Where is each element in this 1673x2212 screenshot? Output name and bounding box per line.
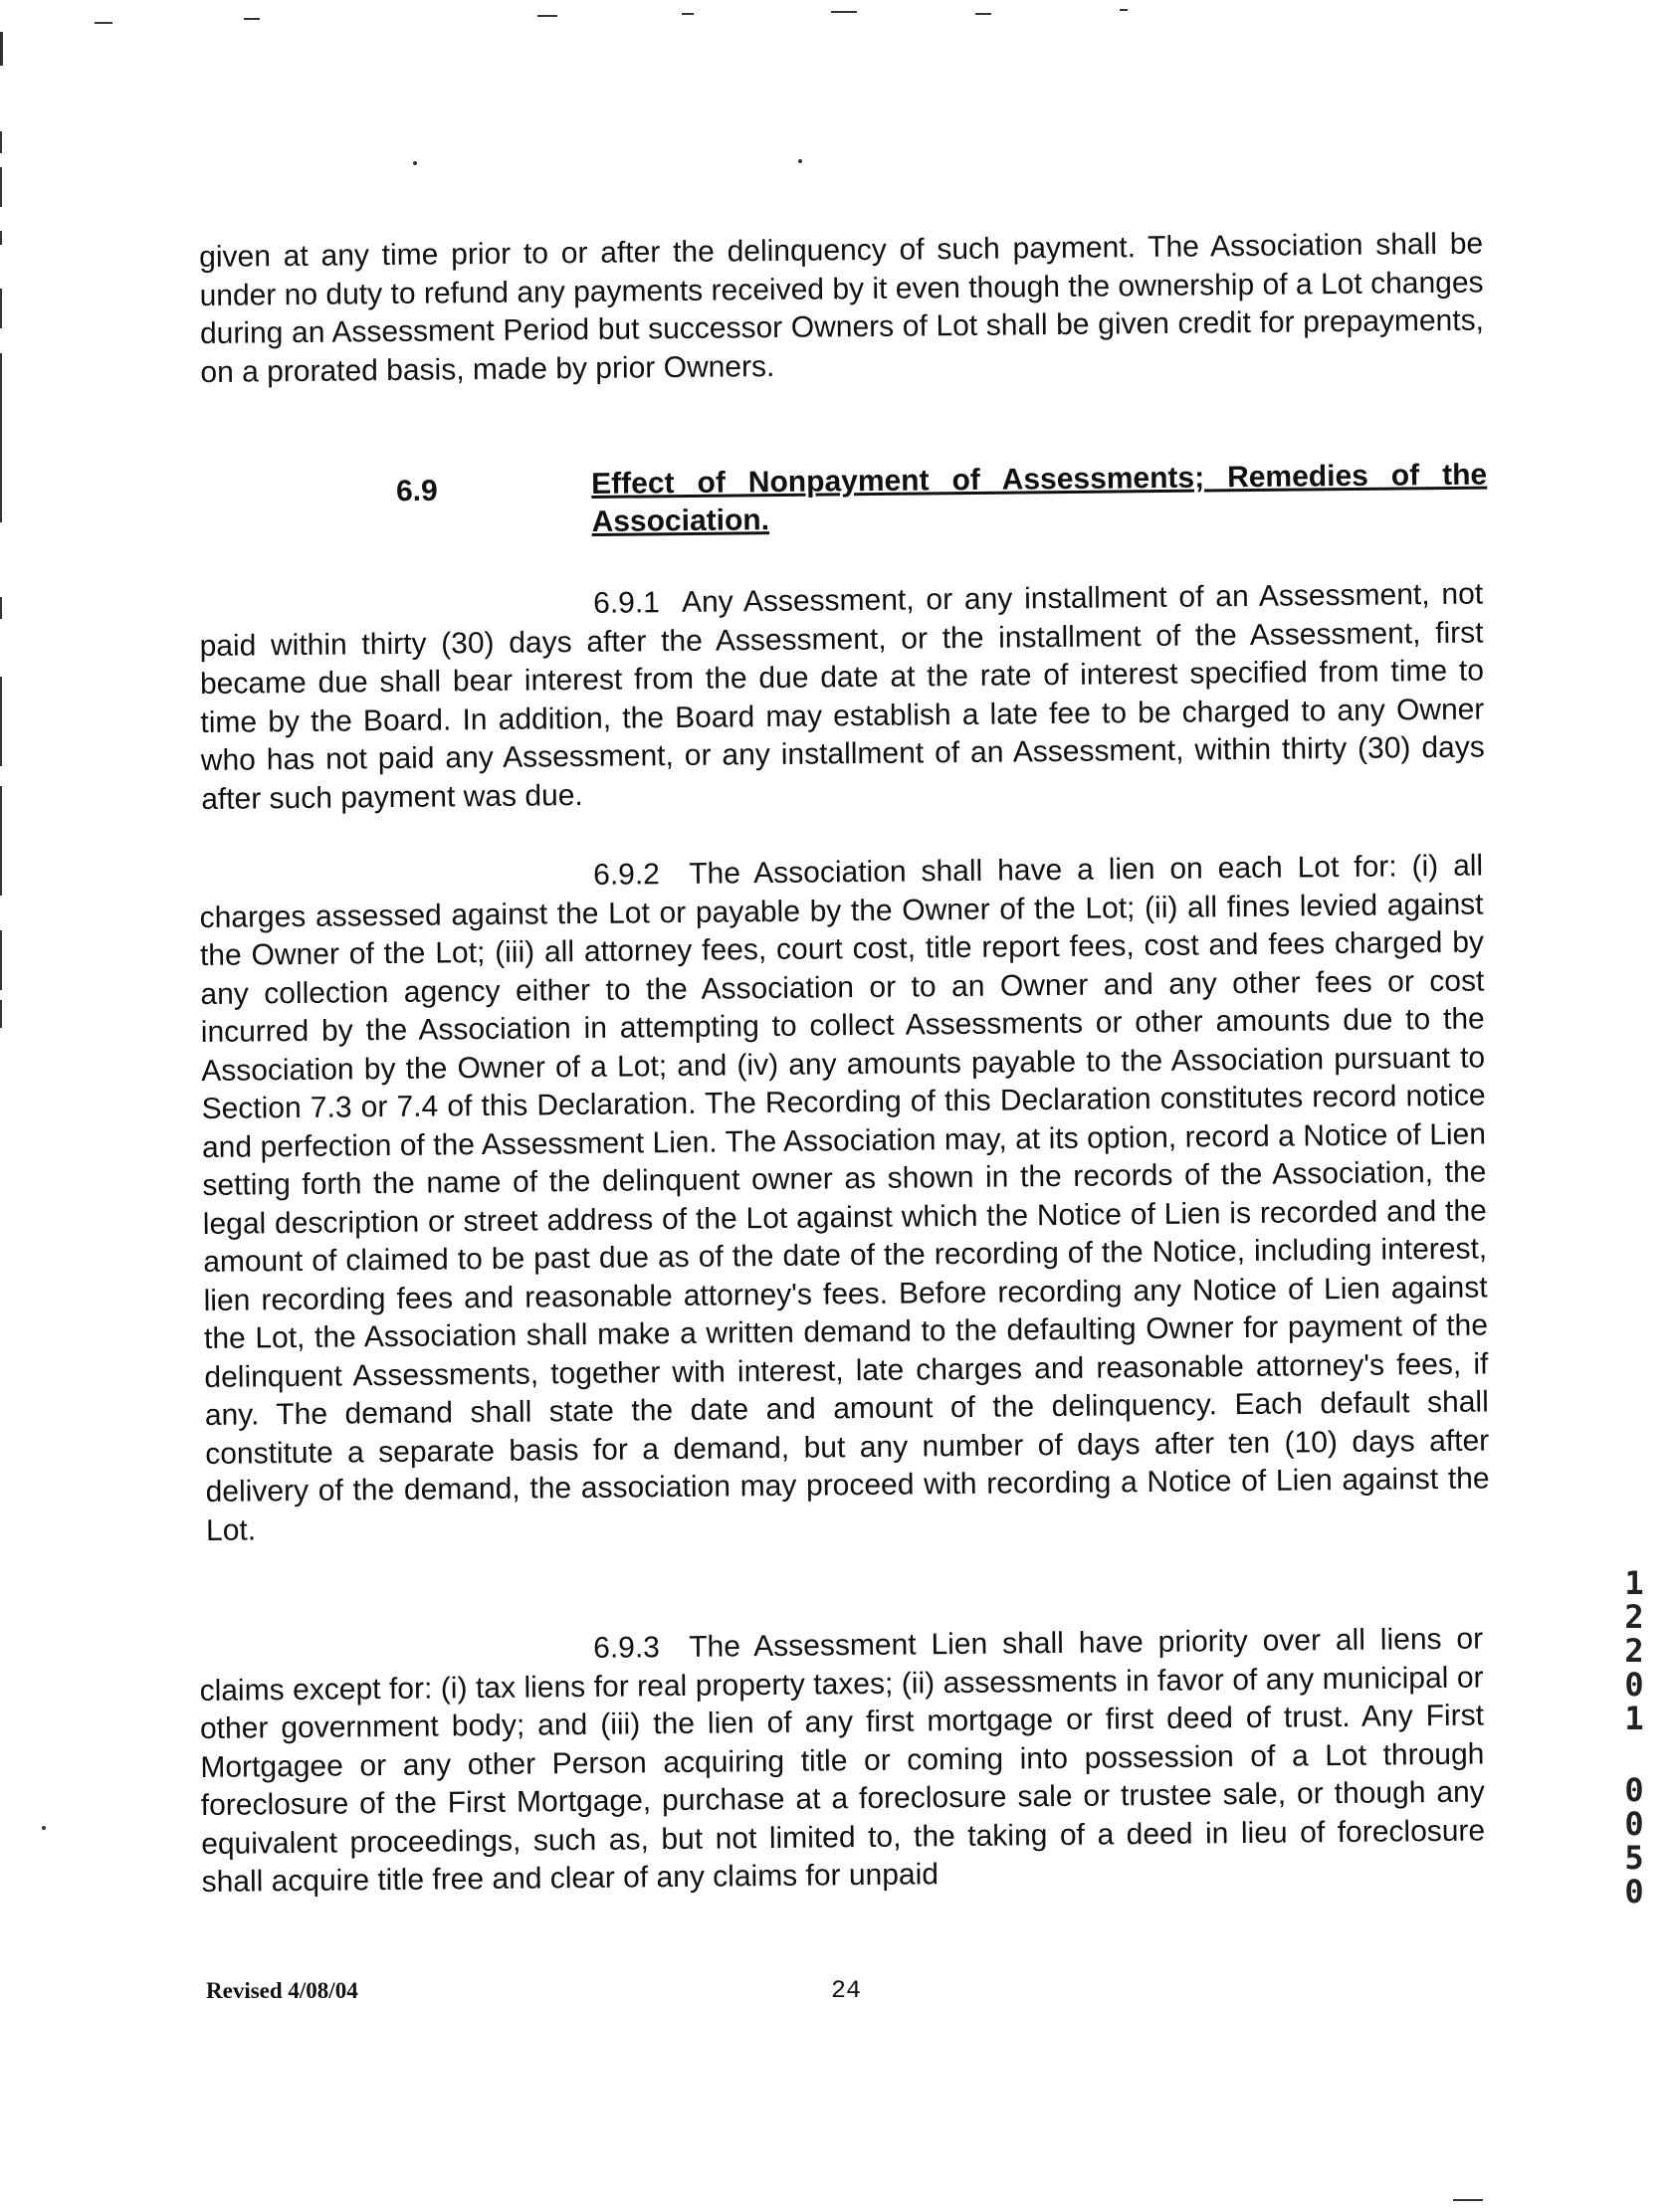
stamp-digit: 2 [1624, 1598, 1644, 1636]
scan-mark [1453, 2199, 1483, 2201]
scan-mark [0, 930, 2, 990]
scan-mark [0, 231, 2, 245]
paragraph-text: The Assessment Lien shall have priority over all liens or claims except for: (i) tax liens for real property taxes; (ii) assessments in favor of any municipal or other government body; and (iii) the lien of any first mortgage or first deed of trust. Any First Mortgagee or any other Person acquiring title or coming into possession of a Lot through foreclosure of the First Mortgage, purchase at a foreclosure sale or trustee sale, or though any equivalent proceedings, such as, but not limited to, the taking of a deed in lieu of foreclosure shall acquire title free and clear of any claims for unpaid [199, 1622, 1486, 1899]
paragraph-6-9-3 [199, 1620, 1486, 1902]
scan-mark [975, 13, 991, 15]
scan-mark [682, 13, 694, 15]
stamp-digit: 0 [1624, 1771, 1644, 1809]
stamp-digit: 1 [1624, 1700, 1644, 1737]
paragraph-6-9-1 [199, 575, 1485, 818]
scan-mark [0, 677, 2, 766]
scan-mark [0, 353, 2, 522]
scan-mark [798, 159, 802, 163]
stamp-digit: 1 [1624, 1564, 1644, 1602]
paragraph-label: 6.9.1 [592, 586, 661, 620]
scan-mark [42, 1826, 46, 1830]
paragraph-label: 6.9.2 [592, 858, 661, 892]
paragraph-text: Any Assessment, or any installment of an Assessment, not paid within thirty (30) days after the Assessment, or the installment of the Assessment, first became due shall bear interest from the due date at the rate of interest specified from time to time by the Board. In addition, the Board may establish a late fee to be charged to any Owner who has not paid any Assessment, or any installment of an Assessment, within thirty (30) days after such payment was due. [199, 577, 1485, 816]
stamp-digit: 5 [1624, 1839, 1644, 1877]
paragraph-6-9-2 [199, 847, 1490, 1549]
scan-mark [0, 1000, 2, 1028]
scan-mark [413, 161, 417, 165]
paragraph-text: The Association shall have a lien on each Lot for: (i) all charges assessed against the Lot or payable by the Owner of the Lot; (ii) all fines levied against the Owner of the Lot; (iii) all attorney fees, court cost, title report fees, cost and fees charged by any collection agency either to the Association or to an Owner and any other fees or cost incurred by the Association in attempting to collect Assessments or other amounts due to the Association by the Owner of a Lot; and (iv) any amounts payable to the Association pursuant to Section 7.3 or 7.4 of this Declaration. The Recording of this Declaration constitutes record notice and perfection of the Assessment Lien. The Association may, at its option, record a Notice of Lien setting forth the name of the delinquent owner as shown in the records of the Association, the legal description or street address of the Lot against which the Notice of Lien is recorded and the amount of claimed to be past due as of the date of the recording of the Notice, including interest, lien recording fees and reasonable attorney's fees. Before recording any Notice of Lien against the Lot, the Association shall make a written demand to the defaulting Owner for payment of the delinquent Assessments, together with interest, late charges and reasonable attorney's fees, if any. The demand shall state the date and amount of the delinquency. Each default shall constitute a separate basis for a demand, but any number of days after ten (10) days after delivery of the demand, the association may proceed with recording a Notice of Lien against the Lot. [199, 849, 1490, 1547]
stamp-digit: 0 [1624, 1873, 1644, 1910]
stamp-digit: 0 [1624, 1805, 1644, 1843]
stamp-digit: 2 [1624, 1632, 1644, 1670]
scan-mark [0, 786, 2, 896]
section-number: 6.9 [395, 474, 438, 508]
scan-mark [0, 167, 2, 207]
scan-mark [0, 32, 3, 66]
scan-mark [244, 18, 260, 20]
scan-mark [0, 289, 2, 328]
scan-mark [537, 15, 557, 17]
section-title: Effect of Nonpayment of Assessments; Remedies of the Association. [591, 458, 1488, 538]
page-number: 24 [830, 1976, 861, 2005]
revised-date: Revised 4/08/04 [206, 1978, 358, 2003]
scan-mark [831, 11, 857, 13]
carryover-paragraph: given at any time prior to or after the delinquency of such payment. The Association shall be under no duty to refund any payments received by it even though the ownership of a Lot changes during an Assessment Period but successor Owners of Lot shall be given credit for prepayments, on a prorated basis, made by prior Owners. [199, 227, 1485, 389]
scan-mark [95, 22, 112, 24]
scan-mark [1120, 9, 1128, 11]
scan-mark [0, 131, 2, 153]
stamp-digit: 0 [1624, 1666, 1644, 1704]
scan-mark [0, 597, 2, 619]
paragraph-label: 6.9.3 [592, 1631, 661, 1665]
recording-stamp [1614, 1566, 1654, 1909]
